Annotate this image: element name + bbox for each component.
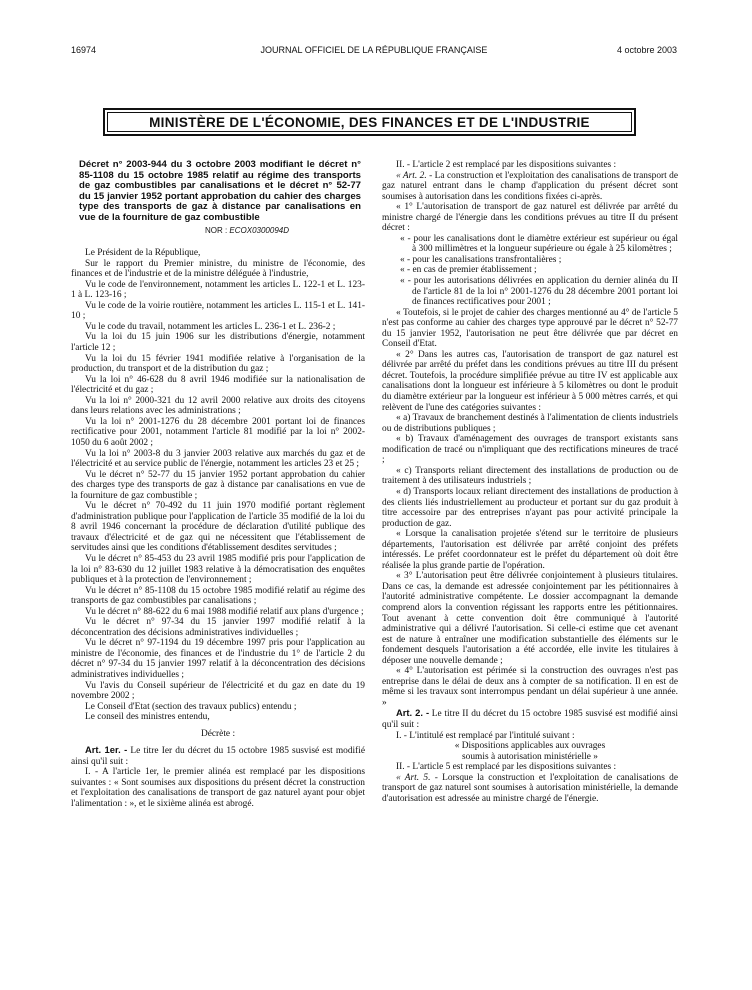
decree-title: Décret n° 2003-944 du 3 octobre 2003 modifiant le décret n° 85-1108 du 15 octobre 1985 relatif au régime des transports de gaz combustibles par canalisations et le décret n° 52-77 du 15 janvier 1952 portant approbation du cahier des charges type des transports de gaz à distance par canalisations en vue de la fourniture de gaz combustible <box>79 159 361 223</box>
visa-paragraph: Le conseil des ministres entendu, <box>85 712 210 723</box>
visa-paragraph: Vu le décret n° 70-492 du 11 juin 1970 modifié portant règlement d'administration publique pour l'application de l'article 35 modifié de la loi du 8 avril 1946 concernant la procédure de déclaration d'utilité publique des travaux d'électricité et de gaz qui ne nécessitent que l'établissement de servitudes ainsi que les conditions d'établissement desdites servitudes ; <box>71 501 365 554</box>
article-1-intro <box>71 745 365 767</box>
visa-paragraph: Vu le décret n° 85-1108 du 15 octobre 1985 modifié relatif au régime des transports de gaz combustibles par canalisations ; <box>71 585 365 607</box>
article-1-para: « 4° L'autorisation est périmée si la construction des ouvrages n'est pas entreprise dans le délai de deux ans à compter de sa notification. Il en est de même si les travaux sont interrompus pendant un délai supérieur à une année. » <box>382 666 678 708</box>
article-2-para: I. - L'intitulé est remplacé par l'intitulé suivant : <box>396 730 575 741</box>
article-1-para: « Lorsque la canalisation projetée s'étend sur le territoire de plusieurs départements, l'autorisation est délivrée par arrêté conjoint des préfets intéressés. Le préfet coordonnateur est le préfet du département où doit être réalisée la plus grande partie de l'opération. <box>382 529 678 571</box>
visa-paragraph: Vu le décret n° 97-34 du 15 janvier 1997 modifié relatif à la déconcentration des décisions administratives individuelles ; <box>71 617 365 638</box>
page-number: 16974 <box>71 45 97 55</box>
article-2-heading-line: soumis à autorisation ministérielle » <box>462 751 598 762</box>
publication-date: 4 octobre 2003 <box>616 45 677 55</box>
article-1-para: I. - A l'article 1er, le premier alinéa est remplacé par les dispositions suivantes : « Sont soumises aux dispositions du présent décret la construction et l'exploitation des canalisations de transport de gaz naturel ayant pour objet l'alimentation : », et le sixième alinéa est abrogé. <box>71 767 365 809</box>
article-1-para: « b) Travaux d'aménagement des ouvrages de transport existants sans modification de tracé ou n'impliquant que des rectifications mineures de tracé ; <box>382 434 678 466</box>
conditions-list <box>382 234 678 308</box>
article-1-para: « c) Transports reliant directement des installations de production ou de traitement à des utilisateurs industriels ; <box>382 465 678 487</box>
visa-paragraph: Vu le code de l'environnement, notamment les articles L. 122-1 et L. 123-1 à L. 123-16 ; <box>71 279 365 301</box>
visa-paragraph: Vu le code du travail, notamment les articles L. 236-1 et L. 236-2 ; <box>85 321 336 332</box>
article-2-text: Le titre II du décret du 15 octobre 1985 susvisé est modifié ainsi qu'il suit : <box>382 709 678 730</box>
article-1-para: II. - L'article 2 est remplacé par les dispositions suivantes : <box>396 160 617 170</box>
article-1-text: Le titre Ier du décret du 15 octobre 1985 susvisé est modifié ainsi qu'il suit : <box>71 746 366 767</box>
visa-paragraph: Sur le rapport du Premier ministre, du ministre de l'économie, des finances et de l'industrie et de la ministre déléguée à l'industrie, <box>71 258 365 280</box>
article-1-para: « 1° L'autorisation de transport de gaz naturel est délivrée par arrêté du ministre chargé de l'énergie dans les conditions prévues au titre II du présent décret : <box>382 202 678 234</box>
article-2-para: « Art. 5. - Lorsque la construction et l'exploitation de canalisations de transport de gaz naturel sont soumises à autorisation ministérielle, la demande d'autorisation est adressée au ministre chargé de l'énergie. <box>382 772 679 804</box>
visa-paragraph: Le Président de la République, <box>85 248 201 259</box>
art5-label: « Art. 5. - <box>396 772 438 783</box>
nor-label: NOR : <box>204 225 228 235</box>
right-column <box>382 160 678 804</box>
visa-paragraph: Vu le décret n° 85-453 du 23 avril 1985 modifié pris pour l'application de la loi n° 83-630 du 12 juillet 1983 relative à la démocratisation des enquêtes publiques et à la protection de l'environnement ; <box>71 553 365 586</box>
visa-paragraph: Vu le décret n° 52-77 du 15 janvier 1952 portant approbation du cahier des charges type des transports de gaz à distance par canalisations en vue de la fourniture de gaz combustible ; <box>71 469 365 501</box>
list-item: « - pour les autorisations délivrées en application du dernier alinéa du II de l'article 81 de la loi n° 2001-1276 du 28 décembre 2001 portant loi de finances rectificatives pour 2001 ; <box>400 276 678 308</box>
visa-paragraph: Vu la loi du 15 juin 1906 sur les distributions d'énergie, notamment l'article 12 ; <box>71 332 365 354</box>
article-1-para: « d) Transports locaux reliant directement des installations de production à des clients liés industriellement au producteur et portant sur du gaz produit à titre accessoire par des entreprises n'ayant pas pour activité principale la production de gaz. <box>382 486 678 529</box>
visa-paragraph: Le Conseil d'Etat (section des travaux publics) entendu ; <box>85 701 297 712</box>
visa-paragraph: Vu la loi n° 2001-1276 du 28 décembre 2001 portant loi de finances rectificative pour 2001, notamment l'article 81 modifié par la loi n° 2002-1050 du 6 août 2002 ; <box>71 416 365 448</box>
list-item: « - en cas de premier établissement ; <box>400 265 537 276</box>
article-1-para: « 3° L'autorisation peut être délivrée conjointement à plusieurs titulaires. Dans ce cas, la demande est adressée conjointement par les pétitionnaires à l'autorité administrative compétente. Le dossier accompagnant la demande comprend alors la convention régissant les rapports entre les pétitionnaires. Tout avenant à cette convention doit être communiqué à l'autorité administrative qui a délivré l'autorisation. Si celle-ci estime que cet avenant est de nature à entraîner une modification substantielle des éléments sur le fondement desquels l'autorisation a été accordée, elle invite les titulaires à déposer une nouvelle demande ; <box>382 571 678 666</box>
journal-title: JOURNAL OFFICIEL DE LA RÉPUBLIQUE FRANÇAISE <box>260 45 488 55</box>
list-item: « - pour les canalisations dont le diamètre extérieur est supérieur ou égal à 300 millimètres et la longueur supérieure ou égale à 25 kilomètres ; <box>400 233 678 255</box>
list-item: « - pour les canalisations transfrontalières ; <box>400 254 562 265</box>
decrete-heading: Décrète : <box>200 728 236 739</box>
visa-paragraph: Vu la loi n° 2003-8 du 3 janvier 2003 relative aux marchés du gaz et de l'électricité et au service public de l'énergie, notamment les articles 23 et 25 ; <box>71 448 365 470</box>
visa-paragraph: Vu la loi n° 2000-321 du 12 avril 2000 relative aux droits des citoyens dans leurs relations avec les administrations ; <box>71 395 365 417</box>
ministry-banner <box>103 108 636 136</box>
article-2-heading-line: « Dispositions applicables aux ouvrages <box>454 741 606 752</box>
art2-label: « Art. 2. - <box>396 170 433 181</box>
article-2-intro <box>382 708 678 730</box>
visa-paragraph: Vu l'avis du Conseil supérieur de l'électricité et du gaz en date du 19 novembre 2002 ; <box>71 680 365 702</box>
visa-paragraph: Vu le code de la voirie routière, notamment les articles L. 115-1 et L. 141-10 ; <box>71 300 365 322</box>
visa-paragraph: Vu la loi n° 46-628 du 8 avril 1946 modifiée sur la nationalisation de l'électricité et du gaz ; <box>71 374 365 396</box>
article-2-label: Art. 2. - <box>396 707 430 719</box>
nor-code: ECOX0300094D <box>229 225 289 235</box>
ministry-title: MINISTÈRE DE L'ÉCONOMIE, DES FINANCES ET DE L'INDUSTRIE <box>107 112 632 132</box>
article-1-para: « Toutefois, si le projet de cahier des charges mentionné au 4° de l'article 5 n'est pas conforme au cahier des charges type approuvé par le décret n° 52-77 du 15 janvier 1952, l'autorisation ne peut être délivrée que par décret en Conseil d'Etat. <box>382 307 678 350</box>
left-column <box>71 160 365 810</box>
nor-reference <box>71 226 289 237</box>
article-1-para: « 2° Dans les autres cas, l'autorisation de transport de gaz naturel est délivrée par arrêté du préfet dans les conditions prévues au titre III du présent décret. Toutefois, la procédure simplifiée prévue au titre IV est applicable aux canalisations dont la longueur est inférieure à 5 kilomètres ou dont le produit du diamètre extérieur par la longueur est inférieur à 5 000 mètres carrés, et qui relèvent de l'une des catégories suivantes : <box>382 349 678 413</box>
visa-paragraph: Vu la loi du 15 février 1941 modifiée relative à l'organisation de la production, du transport et de la distribution du gaz ; <box>71 353 365 375</box>
article-1-para: « Art. 2. - La construction et l'exploitation des canalisations de transport de gaz naturel entrant dans le champ d'application du présent décret sont soumises à autorisation dans les conditions fixées ci-après. <box>382 170 679 202</box>
article-2-para: II. - L'article 5 est remplacé par les dispositions suivantes : <box>396 762 617 773</box>
visas-list <box>71 248 365 723</box>
visa-paragraph: Vu le décret n° 97-1194 du 19 décembre 1997 pris pour l'application au ministre de l'économie, des finances et de l'industrie du 1° de l'article 2 du décret n° 97-34 du 15 janvier 1997 relatif à la déconcentration des décisions administratives individuelles ; <box>71 638 365 680</box>
article-1-label: Art. 1er. - <box>85 744 128 756</box>
article-1-para: « a) Travaux de branchement destinés à l'alimentation de clients industriels ou de distributions publiques ; <box>382 413 678 434</box>
visa-paragraph: Vu le décret n° 88-622 du 6 mai 1988 modifié relatif aux plans d'urgence ; <box>85 606 364 617</box>
